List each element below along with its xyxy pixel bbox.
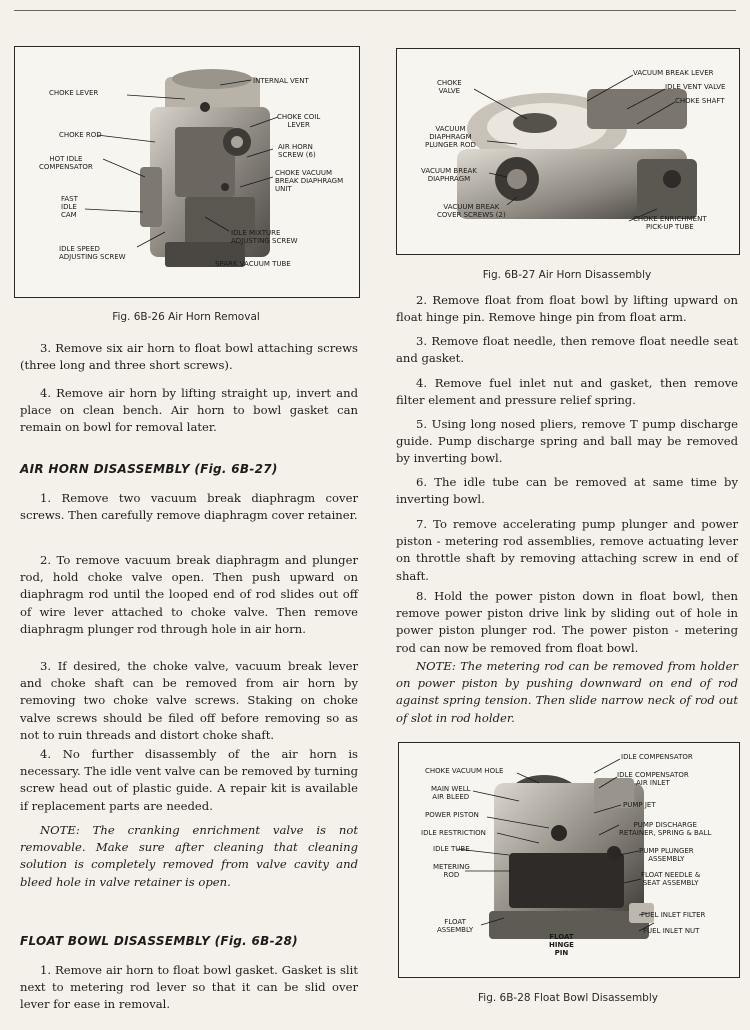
caption-6b-28: Fig. 6B-28 Float Bowl Disassembly — [478, 992, 658, 1004]
figure-6b-27 — [396, 48, 740, 255]
label-fuel-inlet-filter: FUEL INLET FILTER — [641, 911, 706, 919]
label-idle-compensator-air-inlet: IDLE COMPENSATOR AIR INLET — [617, 771, 689, 787]
label-choke-enrichment: CHOKE ENRICHMENT PICK-UP TUBE — [633, 215, 707, 231]
label-vacuum-diaphragm-plunger: VACUUM DIAPHRAGM PLUNGER ROD — [425, 125, 476, 149]
label-idle-restriction: IDLE RESTRICTION — [421, 829, 486, 837]
heading-air-horn-disassembly: AIR HORN DISASSEMBLY (Fig. 6B-27) — [20, 462, 278, 476]
paragraph-ah-step-4: 4. No further disassembly of the air horn is necessary. The idle vent valve can be removed by turning screw head out of plastic guide. A repair kit is available if replacement parts are needed. — [20, 747, 358, 813]
label-choke-vacuum-break: CHOKE VACUUM BREAK DIAPHRAGM UNIT — [275, 169, 344, 193]
paragraph-r-step-6: 6. The idle tube can be removed at same time by inverting bowl. — [396, 475, 738, 507]
paragraph-r-step-5: 5. Using long nosed pliers, remove T pump discharge guide. Pump discharge spring and ball may be removed by inverting bowl. — [396, 417, 738, 466]
paragraph-r-step-3: 3. Remove float needle, then remove float needle seat and gasket. — [396, 334, 738, 366]
paragraph-r-step-8: 8. Hold the power piston down in float bowl, then remove power piston drive link by sliding out of hole in power piston plunger rod. The power piston - metering rod can now be removed from float bowl. — [396, 589, 738, 655]
label-main-well-air-bleed: MAIN WELL AIR BLEED — [431, 785, 471, 801]
heading-float-bowl-disassembly: FLOAT BOWL DISASSEMBLY (Fig. 6B-28) — [20, 934, 298, 948]
label-choke-shaft: CHOKE SHAFT — [675, 97, 725, 105]
label-choke-lever: CHOKE LEVER — [49, 89, 99, 97]
label-vacuum-break-diaphragm: VACUUM BREAK DIAPHRAGM — [421, 167, 477, 183]
label-choke-valve: CHOKE VALVE — [437, 79, 462, 95]
label-choke-vacuum-hole: CHOKE VACUUM HOLE — [425, 767, 504, 775]
label-fast-idle-cam: FAST IDLE CAM — [61, 195, 78, 219]
paragraph-remove-six-screws: 3. Remove six air horn to float bowl attaching screws (three long and three short screws). — [20, 341, 358, 373]
paragraph-ah-step-2: 2. To remove vacuum break diaphragm and plunger rod, hold choke valve open. Then push upward on diaphragm rod until the looped end of rod slides out off of wire lever attached to choke valve. Then remove diaphragm plunger rod through hole in air horn. — [20, 553, 358, 636]
paragraph-r-step-2: 2. Remove float from float bowl by lifting upward on float hinge pin. Remove hinge pin from float arm. — [396, 293, 738, 325]
label-idle-compensator: IDLE COMPENSATOR — [621, 753, 693, 761]
label-pump-jet: PUMP JET — [623, 801, 656, 809]
label-idle-vent-valve: IDLE VENT VALVE — [665, 83, 726, 91]
label-power-piston: POWER PISTON — [425, 811, 479, 819]
paragraph-remove-air-horn: 4. Remove air horn by lifting straight up, invert and place on clean bench. Air horn to bowl gasket can remain on bowl for removal later. — [20, 386, 358, 435]
paragraph-ah-step-3: 3. If desired, the choke valve, vacuum break lever and choke shaft can be removed from air horn by removing two choke valve screws. Staking on choke valve screws should be filed off before removing so as not to ruin threads and distort choke shaft. — [20, 659, 358, 742]
note-metering-rod: NOTE: The metering rod can be removed from holder on power piston by pushing downward on end of rod against spring tension. Then slide narrow neck of rod out of slot in rod holder. — [396, 659, 738, 725]
label-idle-mixture: IDLE MIXTURE ADJUSTING SCREW — [231, 229, 298, 245]
label-float-hinge-pin: FLOAT HINGE PIN — [549, 933, 574, 957]
label-metering-rod: METERING ROD — [433, 863, 470, 879]
label-fuel-inlet-nut: FUEL INLET NUT — [643, 927, 700, 935]
top-rule — [14, 10, 736, 11]
paragraph-r-step-7: 7. To remove accelerating pump plunger and power piston - metering rod assemblies, remove actuating lever on throttle shaft by removing attaching screw in end of shaft. — [396, 517, 738, 583]
paragraph-fb-step-1: 1. Remove air horn to float bowl gasket. Gasket is slit next to metering rod lever so that it can be slid over lever for ease in removal. — [20, 963, 358, 1012]
label-idle-speed: IDLE SPEED ADJUSTING SCREW — [59, 245, 126, 261]
label-choke-coil-lever: CHOKE COIL LEVER — [277, 113, 321, 129]
label-vacuum-break-cover-screws: VACUUM BREAK COVER SCREWS (2) — [437, 203, 506, 219]
label-choke-rod: CHOKE ROD — [59, 131, 102, 139]
caption-6b-26: Fig. 6B-26 Air Horn Removal — [112, 311, 260, 323]
label-float-needle-seat: FLOAT NEEDLE & SEAT ASSEMBLY — [641, 871, 701, 887]
label-idle-tube: IDLE TUBE — [433, 845, 470, 853]
label-internal-vent: INTERNAL VENT — [253, 77, 309, 85]
label-vacuum-break-lever: VACUUM BREAK LEVER — [633, 69, 714, 77]
caption-6b-27: Fig. 6B-27 Air Horn Disassembly — [482, 269, 652, 281]
label-pump-discharge: PUMP DISCHARGE RETAINER, SPRING & BALL — [619, 821, 712, 837]
label-spark-vacuum-tube: SPARK VACUUM TUBE — [215, 260, 291, 268]
figure-6b-28 — [398, 742, 740, 978]
label-hot-idle-compensator: HOT IDLE COMPENSATOR — [39, 155, 93, 171]
note-cranking-enrichment: NOTE: The cranking enrichment valve is not removable. Make sure after cleaning that cleaning solution is completely removed from valve cavity and bleed hole in valve retainer is open. — [20, 823, 358, 889]
figure-6b-26 — [14, 46, 360, 298]
paragraph-ah-step-1: 1. Remove two vacuum break diaphragm cover screws. Then carefully remove diaphragm cover retainer. — [20, 491, 358, 523]
paragraph-r-step-4: 4. Remove fuel inlet nut and gasket, then remove filter element and pressure relief spring. — [396, 376, 738, 408]
label-pump-plunger: PUMP PLUNGER ASSEMBLY — [639, 847, 694, 863]
label-air-horn-screw: AIR HORN SCREW (6) — [278, 143, 316, 159]
label-float-assembly: FLOAT ASSEMBLY — [437, 918, 474, 934]
